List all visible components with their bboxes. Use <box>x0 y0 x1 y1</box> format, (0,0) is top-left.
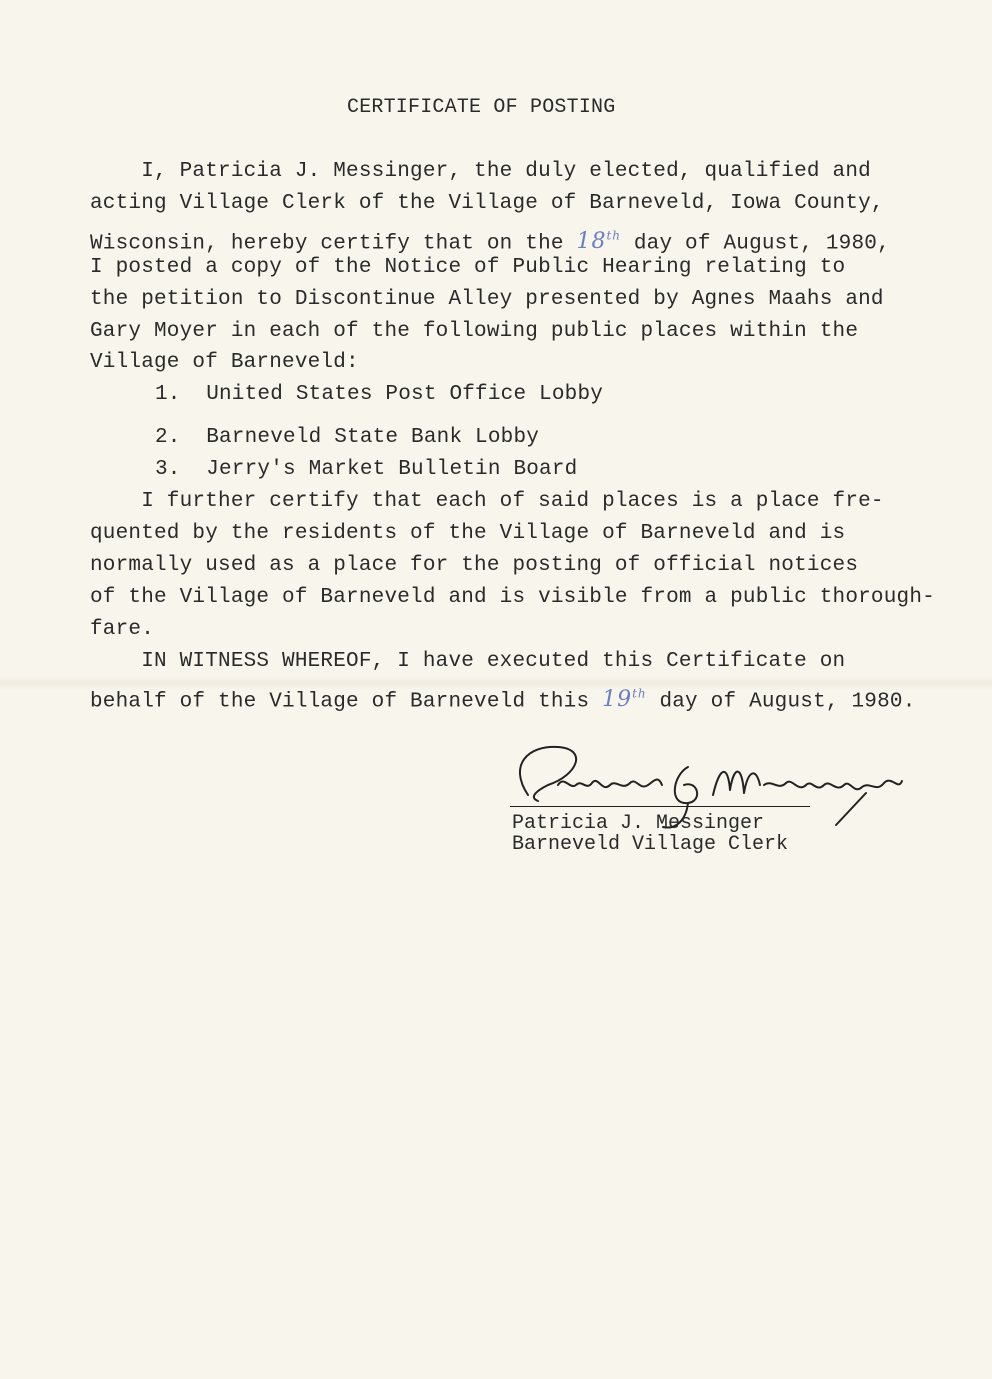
page-title: CERTIFICATE OF POSTING <box>347 96 616 119</box>
body-line: normally used as a place for the posting of official notices <box>90 554 859 577</box>
body-line: Gary Moyer in each of the following public places within the <box>90 320 859 343</box>
body-text: day of August, 1980. <box>646 690 916 714</box>
body-line: I posted a copy of the Notice of Public Hearing relating to <box>90 256 846 279</box>
body-line: of the Village of Barneveld and is visible from a public thorough- <box>90 586 935 609</box>
body-line: IN WITNESS WHEREOF, I have executed this Certificate on <box>90 650 846 673</box>
handwritten-posting-day: 18th <box>576 229 622 255</box>
body-line-with-date <box>90 678 916 718</box>
signatory-title: Barneveld Village Clerk <box>512 833 789 856</box>
signature-line <box>510 806 810 807</box>
body-text: behalf of the Village of Barneveld this <box>90 690 603 714</box>
body-line: acting Village Clerk of the Village of Barneveld, Iowa County, <box>90 192 884 215</box>
body-text: Wisconsin, hereby certify that on the <box>90 232 577 256</box>
body-text: day of August, 1980, <box>621 232 890 256</box>
body-line: quented by the residents of the Village of Barneveld and is <box>90 522 846 545</box>
body-line: Village of Barneveld: <box>90 351 359 374</box>
body-line: fare. <box>90 618 155 641</box>
list-item: 2. Barneveld State Bank Lobby <box>155 426 540 449</box>
list-item: 1. United States Post Office Lobby <box>155 383 604 406</box>
handwritten-signing-day: 19th <box>602 687 647 713</box>
body-line: the petition to Discontinue Alley presented by Agnes Maahs and <box>90 288 884 311</box>
body-line: I, Patricia J. Messinger, the duly elected, qualified and <box>90 160 871 183</box>
list-item: 3. Jerry's Market Bulletin Board <box>155 458 578 481</box>
signatory-name: Patricia J. Messinger <box>512 812 765 835</box>
body-line: I further certify that each of said places is a place fre- <box>90 490 884 513</box>
